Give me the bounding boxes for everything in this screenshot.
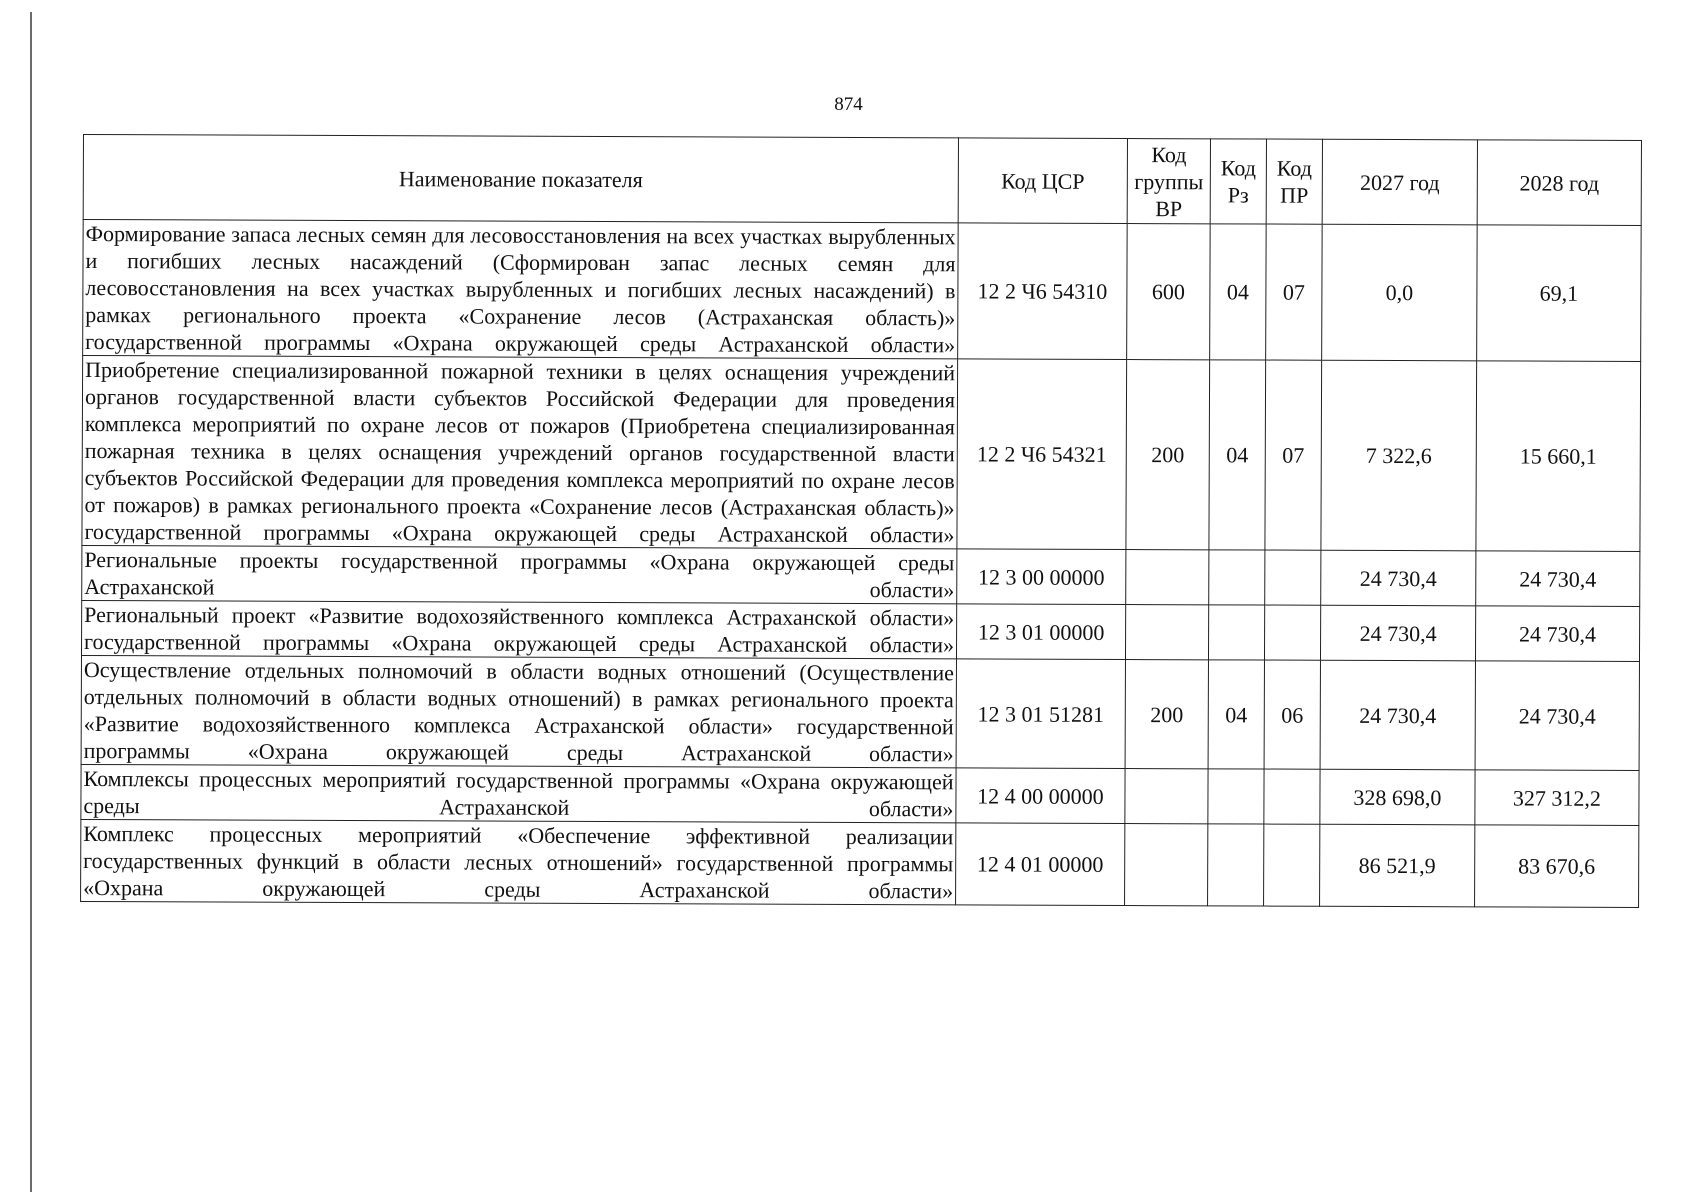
row-pr [1264, 769, 1320, 824]
row-pr [1265, 550, 1321, 605]
row-rz [1208, 605, 1264, 660]
row-name: Комплексы процессных мероприятий государственной программы «Охрана окружающей среды Астраханской области» [81, 764, 956, 822]
row-2028: 24 730,4 [1475, 661, 1639, 771]
budget-table [80, 134, 1642, 908]
row-rz: 04 [1210, 224, 1267, 360]
row-csr: 12 3 01 51281 [956, 659, 1125, 769]
row-pr [1264, 824, 1320, 906]
header-vr [1127, 139, 1210, 224]
header-rz-line1: Код [1220, 155, 1256, 181]
row-vr: 200 [1125, 660, 1208, 769]
table-row [83, 220, 1642, 362]
table-row [82, 545, 1640, 606]
row-name: Комплекс процессных мероприятий «Обеспечение эффективной реализации государственных функций в области лесных отношений» государственной программы «Охрана окружающей среды Астраханской области» [81, 819, 956, 904]
header-vr-line1: Код [1151, 141, 1187, 167]
row-csr: 12 4 00 00000 [956, 768, 1125, 824]
row-2027: 24 730,4 [1321, 550, 1476, 606]
row-csr: 12 4 01 00000 [956, 823, 1125, 906]
row-name: Региональные проекты государственной программы «Охрана окружающей среды Астраханской области» [82, 545, 957, 603]
header-pr-line2: ПР [1280, 182, 1309, 208]
row-2027: 7 322,6 [1321, 360, 1477, 551]
row-vr [1125, 824, 1208, 906]
row-2028: 327 312,2 [1475, 770, 1639, 826]
binding-margin-line [30, 12, 32, 1192]
row-2027: 328 698,0 [1320, 769, 1475, 825]
header-csr: Код ЦСР [958, 138, 1127, 224]
table-header-row [83, 135, 1641, 226]
row-2028: 69,1 [1477, 225, 1642, 362]
table-row [81, 600, 1639, 661]
header-pr-line1: Код [1276, 155, 1312, 181]
header-pr [1266, 139, 1322, 224]
row-csr: 12 3 00 00000 [957, 549, 1126, 605]
row-rz: 04 [1209, 360, 1266, 550]
header-rz [1210, 139, 1266, 224]
table-row [81, 764, 1639, 825]
row-csr: 12 2 Ч6 54310 [958, 223, 1128, 360]
row-vr [1125, 605, 1208, 660]
row-rz [1208, 769, 1264, 824]
row-name: Региональный проект «Развитие водохозяйственного комплекса Астраханской области» государственной программы «Охрана окружающей среды Астраханской области» [81, 600, 956, 658]
row-csr: 12 3 01 00000 [956, 604, 1125, 660]
row-2028: 24 730,4 [1475, 606, 1639, 662]
row-2028: 24 730,4 [1476, 551, 1640, 607]
row-name: Приобретение специализированной пожарной техники в целях оснащения учреждений органов государственной власти субъектов Российской Федерации для проведения комплекса мероприятий по охране лесов от пожаров (Приобретена специализированная пожарная техника в целях оснащения учреждений органов государственной власти субъектов Российской Федерации для проведения комплекса мероприятий по охране лесов от пожаров) в рамках регионального проекта «Сохранение лесов (Астраханская область)» государственной программы «Охрана окружающей среды Астраханской области» [82, 356, 958, 549]
row-vr [1126, 550, 1209, 605]
row-name: Формирование запаса лесных семян для лесовосстановления на всех участках вырубленных и погибших лесных насаждений (Сформирован запас лесных семян для лесовосстановления на всех участках вырубленных и погибших лесных насаждений) в рамках регионального проекта «Сохранение лесов (Астраханская область)» государственной программы «Охрана окружающей среды Астраханской области» [83, 220, 959, 359]
row-2028: 15 660,1 [1476, 361, 1641, 552]
row-2027: 24 730,4 [1320, 605, 1475, 661]
row-2027: 24 730,4 [1320, 660, 1475, 770]
row-vr: 200 [1126, 360, 1210, 550]
header-year-2027: 2027 год [1322, 139, 1477, 225]
row-pr: 07 [1266, 224, 1323, 360]
page-number: 874 [834, 94, 863, 115]
header-vr-line3: ВР [1155, 195, 1183, 221]
table-row [81, 655, 1639, 770]
table-row [81, 819, 1639, 907]
row-vr: 600 [1127, 224, 1211, 360]
row-pr [1264, 605, 1320, 660]
row-rz [1208, 824, 1264, 906]
row-2027: 86 521,9 [1320, 824, 1475, 907]
row-2028: 83 670,6 [1475, 825, 1639, 908]
row-rz [1209, 550, 1265, 605]
header-name: Наименование показателя [83, 135, 958, 223]
header-vr-line2: группы [1134, 168, 1204, 194]
header-year-2028: 2028 год [1477, 140, 1641, 226]
row-name: Осуществление отдельных полномочий в области водных отношений (Осуществление отдельных полномочий в области водных отношений) в рамках регионального проекта «Развитие водохозяйственного комплекса Астраханской области» государственной программы «Охрана окружающей среды Астраханской области» [81, 655, 956, 767]
row-pr: 07 [1265, 360, 1322, 550]
row-pr: 06 [1264, 660, 1320, 769]
table-row [82, 356, 1641, 552]
row-rz: 04 [1208, 660, 1264, 769]
header-rz-line2: Рз [1227, 182, 1249, 208]
row-csr: 12 2 Ч6 54321 [957, 359, 1127, 550]
row-2027: 0,0 [1322, 224, 1478, 361]
row-vr [1125, 769, 1208, 824]
